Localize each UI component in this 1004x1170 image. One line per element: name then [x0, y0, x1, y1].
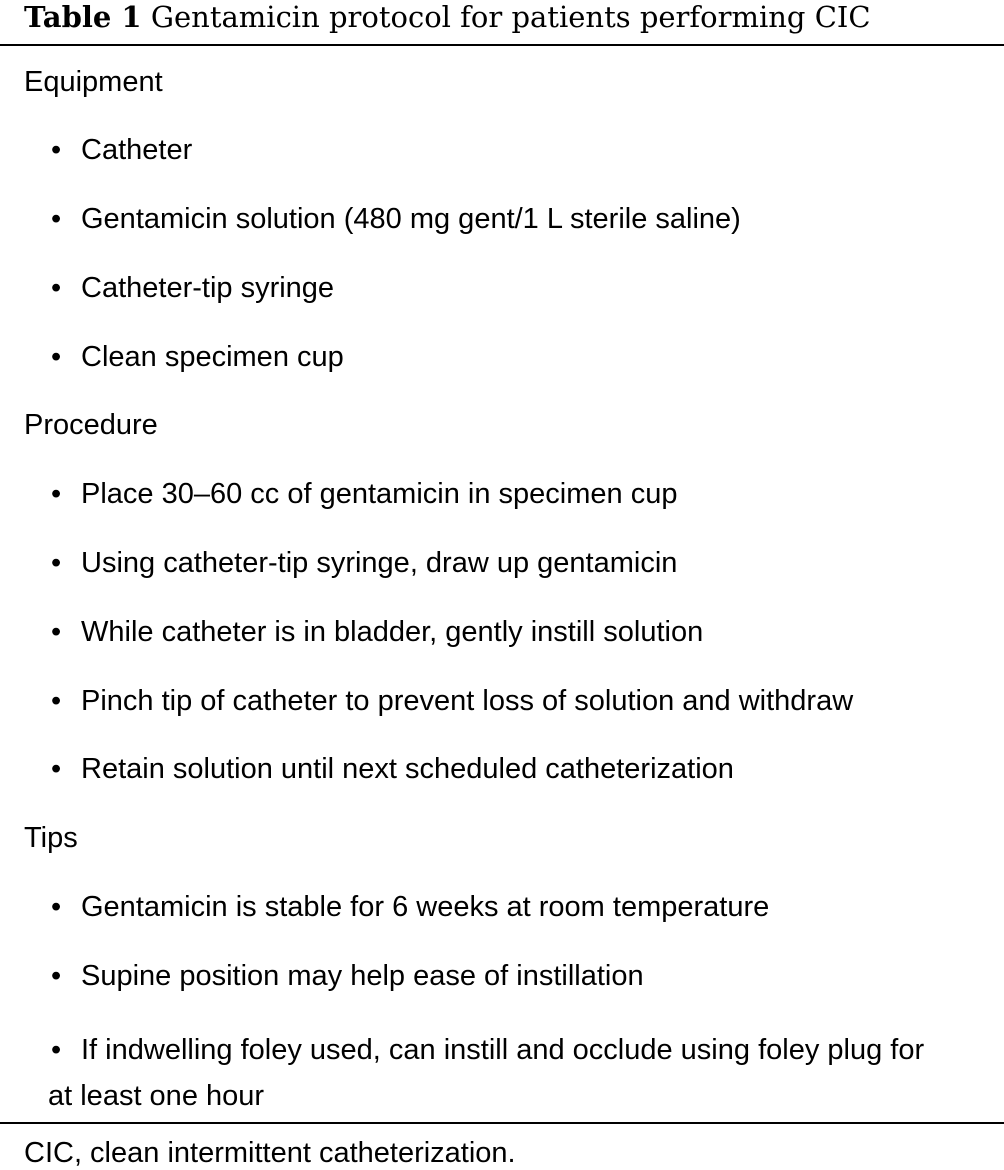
table-caption — [24, 0, 871, 36]
bullet: • — [51, 753, 62, 785]
list-item-text: Gentamicin solution (480 mg gent/1 L sterile saline) — [81, 203, 741, 235]
list-item-text: Catheter — [81, 134, 193, 166]
top-rule — [0, 44, 1004, 46]
list-item — [48, 615, 998, 649]
list-item-text: Place 30–60 cc of gentamicin in specimen cup — [81, 478, 678, 510]
list-item-text: While catheter is in bladder, gently instill solution — [81, 616, 704, 648]
bullet: • — [51, 960, 62, 992]
section-heading-tips: Tips — [24, 822, 78, 854]
bullet: • — [51, 616, 62, 648]
list-item — [48, 890, 998, 924]
list-item-text: Retain solution until next scheduled catheterization — [81, 753, 734, 785]
list-item — [48, 752, 998, 786]
list-item-text: Clean specimen cup — [81, 341, 344, 373]
bullet: • — [51, 478, 62, 510]
list-item — [48, 202, 998, 236]
list-item — [48, 959, 998, 993]
list-item — [48, 133, 998, 167]
list-item — [48, 684, 998, 718]
list-item — [48, 546, 998, 580]
list-item — [48, 271, 998, 305]
bullet: • — [51, 134, 62, 166]
table-label: Table 1 — [24, 0, 142, 34]
bullet: • — [51, 891, 62, 923]
bullet: • — [51, 1034, 62, 1066]
list-item-text: Catheter-tip syringe — [81, 272, 335, 304]
bullet: • — [51, 203, 62, 235]
section-heading-procedure: Procedure — [24, 409, 158, 441]
list-item-text: Using catheter-tip syringe, draw up gentamicin — [81, 547, 678, 579]
list-item — [48, 477, 998, 511]
bullet: • — [51, 272, 62, 304]
list-item — [48, 1027, 948, 1119]
bottom-rule — [0, 1122, 1004, 1124]
list-item-text: Pinch tip of catheter to prevent loss of solution and withdraw — [81, 685, 854, 717]
bullet: • — [51, 547, 62, 579]
bullet: • — [51, 685, 62, 717]
section-heading-equipment: Equipment — [24, 66, 163, 98]
list-item — [48, 340, 998, 374]
bullet: • — [51, 341, 62, 373]
list-item-text: Gentamicin is stable for 6 weeks at room temperature — [81, 891, 770, 923]
list-item-text: Supine position may help ease of instillation — [81, 960, 644, 992]
table-title: Gentamicin protocol for patients performing CIC — [150, 0, 871, 34]
list-item-text: If indwelling foley used, can instill and occlude using foley plug for at least one hour — [48, 1034, 925, 1112]
table-footnote: CIC, clean intermittent catheterization. — [24, 1137, 516, 1169]
